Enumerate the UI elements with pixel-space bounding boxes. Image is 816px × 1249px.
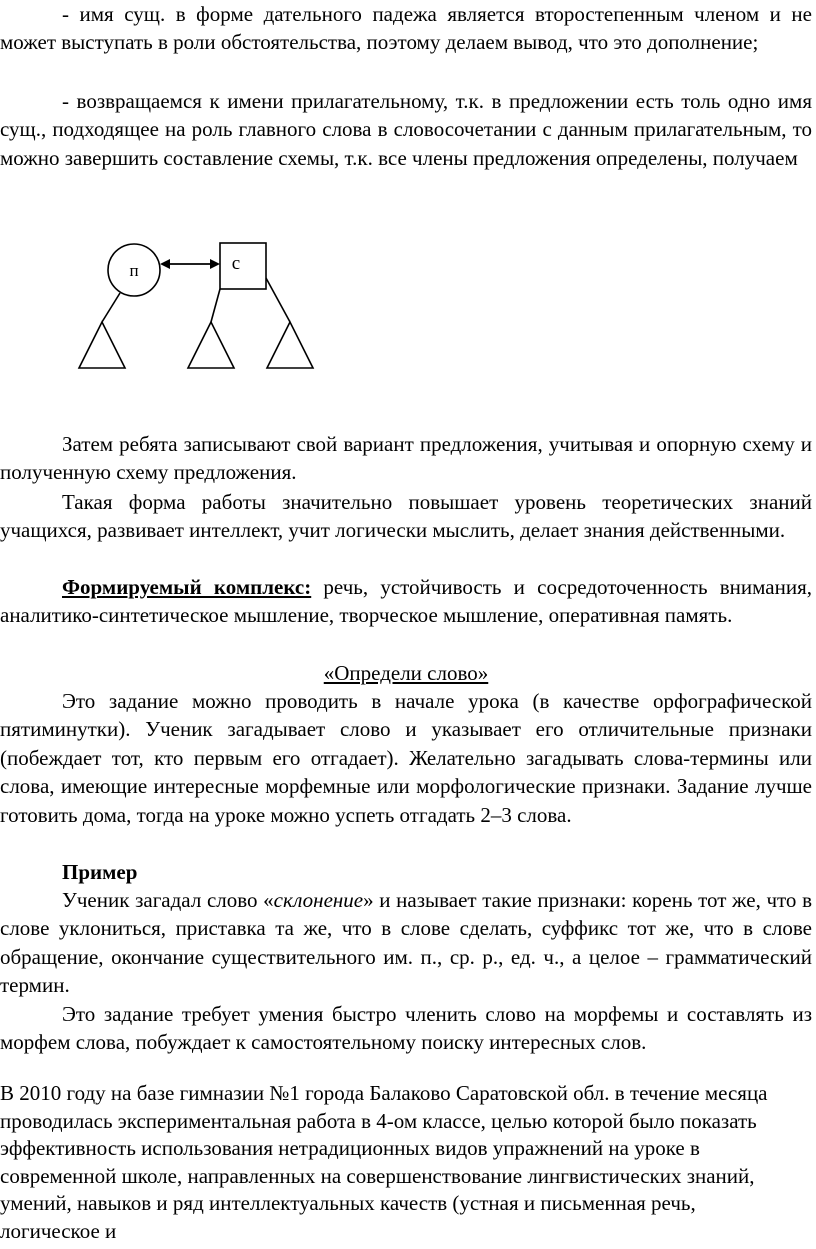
paragraph-formed-complex: [0, 573, 812, 630]
diagram-triangle-right: [267, 322, 313, 368]
example-text-after: » и называет такие признаки: корень тот же, что в слове уклониться, приставка та же, что в слове сделать, суффикс тот же, что в слове обращение, окончание существительного им. п., ср. р., ед. ч., а целое – грамматический термин.: [0, 888, 812, 998]
paragraph-noun-dative: - имя сущ. в форме дательного падежа является второстепенным членом и не может выступать в роли обстоятельства, поэтому делаем вывод, что это дополнение;: [0, 2, 812, 55]
paragraph-example: [0, 886, 812, 1000]
diagram-square-node: [220, 243, 266, 289]
paragraph-experiment: В 2010 году на базе гимназии №1 города Балаково Саратовской обл. в течение месяца проводилась экспериментальная работа в 4-ом классе, целью которой было показать эффективность использования нетрадиционных видов упражнений на уроке в современной школе, направленных на совершенствование лингвистических знаний, умений, навыков и ряд интеллектуальных качеств (устная и письменная речь, логическое и: [0, 1081, 768, 1243]
paragraph-children-write: Затем ребята записывают свой вариант предложения, учитывая и опорную схему и полученную схему предложения.: [0, 432, 812, 485]
diagram-circle-label: п: [129, 261, 139, 280]
diagram-triangle-left: [79, 322, 125, 368]
paragraph-return-adjective: - возвращаемся к имени прилагательному, т.к. в предложении есть толь одно имя сущ., подходящее на роль главного слова в словосочетании с данным прилагательным, то можно завершить составление схемы, т.к. все члены предложения определены, получаем: [0, 89, 812, 170]
sentence-scheme-diagram: [70, 238, 390, 378]
section-title: [0, 659, 812, 687]
paragraph-task-requires: Это задание требует умения быстро членить слово на морфемы и составлять из морфем слова, побуждает к самостоятельному поиску интересных слов.: [0, 1002, 812, 1055]
diagram-triangle-middle: [188, 322, 234, 368]
formed-complex-text: речь, устойчивость и сосредоточенность внимания, аналитико-синтетическое мышление, творческое мышление, оперативная память.: [0, 575, 813, 628]
diagram-arrowhead-right: [210, 259, 220, 269]
section-title-text: «Определи слово»: [323, 661, 489, 685]
paragraph-task-description: Это задание можно проводить в начале урока (в качестве орфографической пятиминутки). Ученик загадывает слово и указывает его отличительные признаки (побеждает тот, кто первым его отгадает). Желательно загадывать слова-термины или слова, имеющие интересные морфемные или морфологические признаки. Задание лучше готовить дома, тогда на уроке можно успеть отгадать 2–3 слова.: [0, 689, 812, 827]
diagram-branch-middle: [211, 289, 220, 322]
diagram-arrowhead-left: [160, 259, 170, 269]
example-word: склонение: [273, 888, 364, 912]
formed-complex-heading: Формируемый комплекс:: [62, 575, 312, 599]
diagram-branch-left: [102, 293, 120, 322]
diagram-square-label: с: [231, 253, 241, 274]
diagram-branch-right: [266, 278, 290, 322]
example-heading: Пример: [62, 860, 138, 884]
paragraph-form-of-work: Такая форма работы значительно повышает уровень теоретических знаний учащихся, развивает интеллект, учит логически мыслить, делает знания действенными.: [0, 490, 812, 543]
example-text-before: Ученик загадал слово «: [62, 888, 274, 912]
